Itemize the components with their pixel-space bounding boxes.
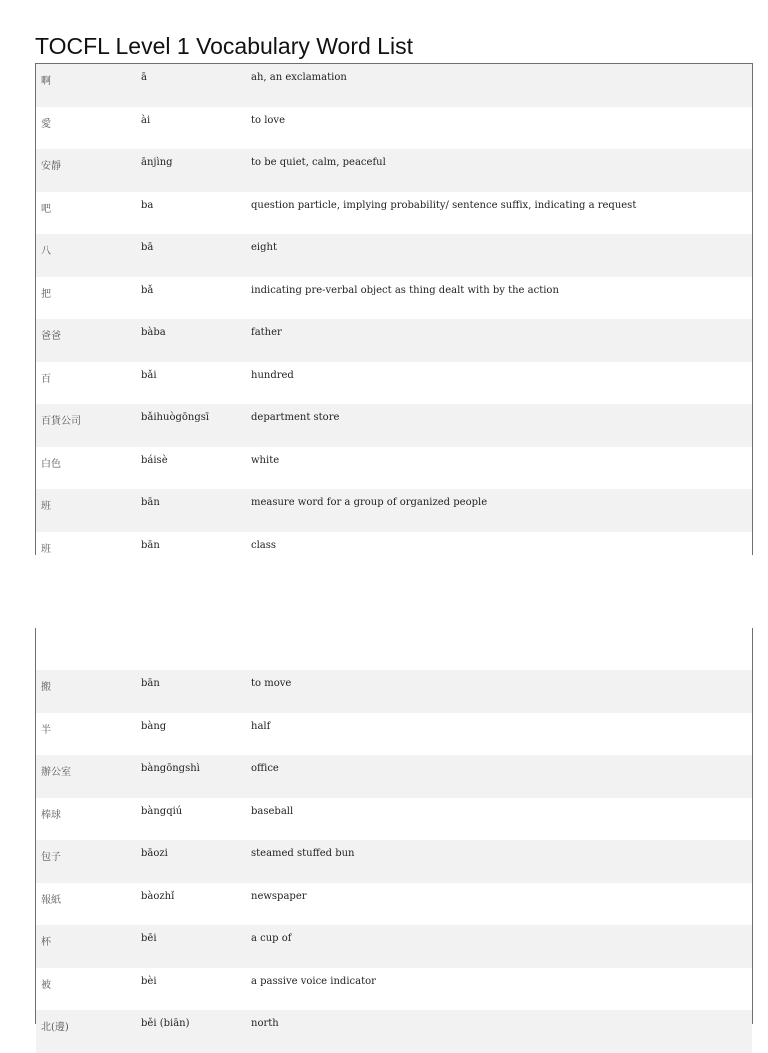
meaning-cell: north <box>251 1018 279 1029</box>
pinyin-cell: bàngōngshì <box>141 763 200 774</box>
hanzi-cell: 班 <box>41 543 51 555</box>
meaning-cell: half <box>251 720 271 732</box>
meaning-cell: class <box>251 539 277 551</box>
table-row <box>36 192 752 235</box>
pinyin-cell: báisè <box>141 454 168 466</box>
pinyin-cell: bēi <box>141 933 157 944</box>
hanzi-cell: 安靜 <box>41 161 61 172</box>
hanzi-cell: 班 <box>41 501 51 512</box>
hanzi-cell: 搬 <box>41 682 51 693</box>
hanzi-cell: 報紙 <box>41 894 61 906</box>
pinyin-cell: bàng <box>141 720 167 732</box>
pinyin-cell: bān <box>141 539 160 551</box>
blank-row <box>36 628 752 670</box>
table-row <box>36 755 752 798</box>
meaning-cell: to love <box>251 114 286 126</box>
pinyin-cell: bǎ <box>141 284 154 296</box>
hanzi-cell: 北(邊) <box>41 1022 69 1033</box>
pinyin-cell: ba <box>141 199 154 211</box>
meaning-cell: office <box>251 763 279 774</box>
table-row <box>36 532 752 575</box>
hanzi-cell: 爸爸 <box>41 331 61 342</box>
hanzi-cell: 被 <box>41 979 51 991</box>
table-row <box>36 840 752 883</box>
hanzi-cell: 百 <box>41 373 51 385</box>
vocab-table-page-1 <box>35 63 753 555</box>
hanzi-cell: 辦公室 <box>41 767 71 778</box>
hanzi-cell: 把 <box>41 288 51 300</box>
pinyin-cell: bàngqiú <box>141 805 183 817</box>
table-row <box>36 713 752 756</box>
hanzi-cell: 棒球 <box>41 809 61 821</box>
meaning-cell: white <box>251 454 280 466</box>
meaning-cell: baseball <box>251 805 294 817</box>
table-row <box>36 64 752 107</box>
page-title: TOCFL Level 1 Vocabulary Word List <box>35 33 413 59</box>
table-row <box>36 319 752 362</box>
table-row <box>36 149 752 192</box>
pinyin-cell: ā <box>141 72 147 83</box>
hanzi-cell: 啊 <box>41 76 51 87</box>
table-row <box>36 107 752 150</box>
meaning-cell: father <box>251 327 282 338</box>
meaning-cell: ah, an exclamation <box>251 72 347 83</box>
table-row <box>36 670 752 713</box>
meaning-cell: indicating pre-verbal object as thing dealt with by the action <box>251 284 559 296</box>
pinyin-cell: bèi <box>141 975 157 987</box>
pinyin-cell: bàozhǐ <box>141 890 175 902</box>
hanzi-cell: 百貨公司 <box>41 416 81 427</box>
table-row <box>36 489 752 532</box>
hanzi-cell: 白色 <box>41 458 61 470</box>
table-row <box>36 1010 752 1053</box>
pinyin-cell: bā <box>141 242 154 253</box>
hanzi-cell: 半 <box>41 724 51 736</box>
pinyin-cell: bǎihuògōngsī <box>141 412 210 423</box>
hanzi-cell: 吧 <box>41 203 51 215</box>
table-row <box>36 798 752 841</box>
table-row <box>36 234 752 277</box>
pinyin-cell: ānjìng <box>141 157 173 168</box>
meaning-cell: measure word for a group of organized people <box>251 497 488 508</box>
pinyin-cell: bān <box>141 678 160 689</box>
table-row <box>36 925 752 968</box>
hanzi-cell: 愛 <box>41 118 51 130</box>
table-row <box>36 883 752 926</box>
hanzi-cell: 包子 <box>41 852 61 863</box>
pinyin-cell: bāozi <box>141 848 168 859</box>
meaning-cell: eight <box>251 242 277 253</box>
meaning-cell: to be quiet, calm, peaceful <box>251 157 386 168</box>
meaning-cell: a passive voice indicator <box>251 975 376 987</box>
meaning-cell: hundred <box>251 369 294 381</box>
hanzi-cell: 杯 <box>41 937 51 948</box>
meaning-cell: newspaper <box>251 890 307 902</box>
pinyin-cell: bān <box>141 497 160 508</box>
pinyin-cell: bǎi <box>141 369 157 381</box>
meaning-cell: a cup of <box>251 933 292 944</box>
vocab-table-page-2 <box>35 628 753 1033</box>
table-row <box>36 362 752 405</box>
table-row <box>36 404 752 447</box>
meaning-cell: to move <box>251 678 292 689</box>
meaning-cell: question particle, implying probability/ sentence suffix, indicating a request <box>251 199 637 211</box>
meaning-cell: steamed stuffed bun <box>251 848 355 859</box>
pinyin-cell: ài <box>141 114 151 126</box>
table-row <box>36 447 752 490</box>
pinyin-cell: bàba <box>141 327 166 338</box>
table-row <box>36 968 752 1011</box>
hanzi-cell: 八 <box>41 246 51 257</box>
meaning-cell: department store <box>251 412 340 423</box>
pinyin-cell: běi (biān) <box>141 1018 190 1029</box>
table-row <box>36 277 752 320</box>
